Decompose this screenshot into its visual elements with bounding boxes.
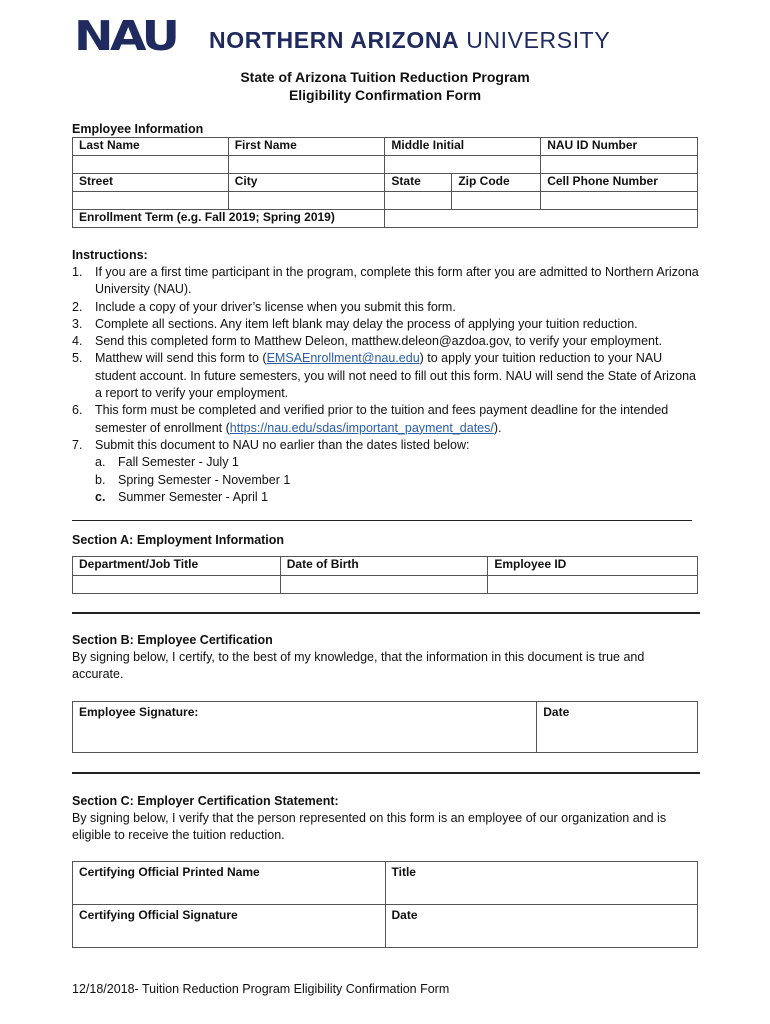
middle-initial-field[interactable] [385,156,541,174]
footer-text: 12/18/2018- Tuition Reduction Program Eligibility Confirmation Form [72,982,450,996]
enrollment-term-label: Enrollment Term (e.g. Fall 2019; Spring 2019) [73,210,385,228]
employee-signature-field[interactable] [73,702,537,753]
instruction-num: 5. [72,351,83,366]
official-name-field[interactable] [73,862,386,905]
official-title-label: Title [391,865,416,879]
zip-field[interactable] [452,192,541,210]
instruction-item [72,299,702,316]
first-name-field[interactable] [228,156,385,174]
date-text: Summer Semester - April 1 [118,489,269,504]
date-item [72,454,702,471]
instruction-text: ) to apply your tuition reduction to your NAU student account. In future semesters, you will not need to fill out this form. NAU will send the State of Arizona a report to verify your employment. [95,351,696,401]
section-b-table [72,701,698,753]
university-name-light: UNIVERSITY [466,27,611,53]
date-num: a. [95,455,106,470]
instruction-item [72,350,702,402]
section-a-table [72,556,698,594]
last-name-label: Last Name [73,138,229,156]
instructions-heading: Instructions: [72,248,148,262]
university-name [209,27,610,53]
instruction-num: 7. [72,437,83,452]
payment-dates-link[interactable]: https://nau.edu/sdas/important_payment_dates/ [229,420,494,435]
instruction-item [72,316,702,333]
employee-id-label: Employee ID [488,557,698,576]
cell-phone-field[interactable] [541,192,698,210]
divider [72,520,692,521]
instruction-num: 4. [72,334,83,349]
employee-signature-label: Employee Signature: [79,705,199,719]
date-num: c. [95,489,106,504]
employee-date-label: Date [543,705,570,719]
first-name-label: First Name [228,138,385,156]
instruction-item [72,437,702,454]
nau-id-field[interactable] [541,156,698,174]
official-title-field[interactable] [385,862,697,905]
date-num: b. [95,472,106,487]
official-name-label: Certifying Official Printed Name [79,865,260,879]
section-c-text: By signing below, I verify that the person represented on this form is an employee of our organization and is eligible to receive the tuition reduction. [72,811,667,843]
divider [72,772,700,774]
instruction-item [72,264,702,299]
date-item [72,472,702,489]
dob-label: Date of Birth [280,557,488,576]
instruction-num: 6. [72,403,83,418]
section-c-heading: Section C: Employer Certification Statement: [72,794,339,808]
instructions-list [72,264,702,506]
form-title-line2: Eligibility Confirmation Form [288,87,482,103]
cell-phone-label: Cell Phone Number [541,174,698,192]
section-b-text: By signing below, I certify, to the best of my knowledge, that the information in this document is true and accurate. [72,650,645,682]
instruction-text: Send this completed form to Matthew Deleon, matthew.deleon@azdoa.gov, to verify your employment. [95,334,662,349]
instruction-text: ). [493,420,502,435]
nau-logo-mark: NAU [74,12,177,60]
section-c-table [72,861,698,948]
employee-id-field[interactable] [488,576,698,594]
city-label: City [228,174,385,192]
official-signature-field[interactable] [73,905,386,948]
official-date-field[interactable] [385,905,697,948]
divider [72,612,700,614]
date-text: Fall Semester - July 1 [118,455,239,470]
employee-info-table [72,137,698,228]
instruction-item [72,333,702,350]
instruction-text: Matthew will send this form to ( [95,351,267,366]
enrollment-term-field[interactable] [385,210,698,228]
employee-info-heading: Employee Information [72,122,204,136]
instruction-text: If you are a first time participant in the program, complete this form after you are admitted to Northern Arizona University (NAU). [95,265,699,297]
emsa-email-link[interactable]: EMSAEnrollment@nau.edu [266,351,420,366]
dept-title-label: Department/Job Title [73,557,281,576]
middle-initial-label: Middle Initial [385,138,541,156]
date-item [72,489,702,506]
instruction-num: 2. [72,299,83,314]
street-label: Street [73,174,229,192]
instruction-text: This form must be completed and verified prior to the tuition and fees payment deadline for the intended semester of enrollment ( [95,403,669,435]
university-name-bold: NORTHERN ARIZONA [209,27,460,53]
nau-id-label: NAU ID Number [541,138,698,156]
zip-label: Zip Code [452,174,541,192]
instruction-item [72,402,702,437]
instruction-text: Submit this document to NAU no earlier than the dates listed below: [95,437,470,452]
official-signature-label: Certifying Official Signature [79,908,238,922]
section-a-heading: Section A: Employment Information [72,533,285,547]
instruction-num: 3. [72,316,83,331]
state-label: State [385,174,452,192]
street-field[interactable] [73,192,229,210]
city-field[interactable] [228,192,385,210]
employee-date-field[interactable] [537,702,698,753]
dob-field[interactable] [280,576,488,594]
dept-title-field[interactable] [73,576,281,594]
form-title-line1: State of Arizona Tuition Reduction Program [240,69,530,85]
date-text: Spring Semester - November 1 [118,472,291,487]
instruction-text: Complete all sections. Any item left blank may delay the process of applying your tuition reduction. [95,316,638,331]
state-field[interactable] [385,192,452,210]
last-name-field[interactable] [73,156,229,174]
instruction-text: Include a copy of your driver’s license when you submit this form. [95,299,456,314]
instruction-num: 1. [72,265,83,279]
section-b-heading: Section B: Employee Certification [72,633,273,647]
official-date-label: Date [391,908,418,922]
